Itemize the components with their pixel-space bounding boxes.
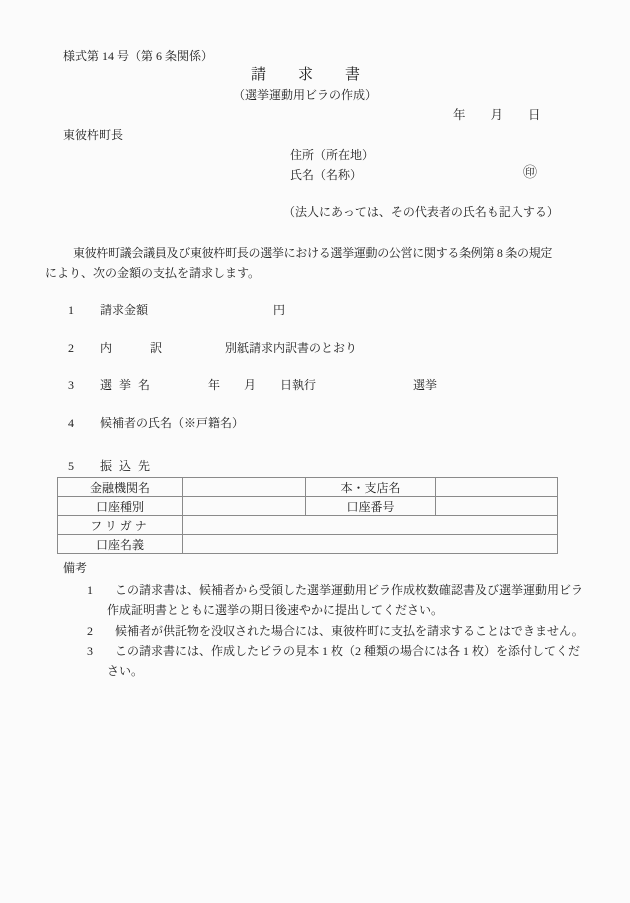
- item-transfer-label: 振込先: [100, 459, 158, 473]
- furigana-label: フリガナ: [58, 516, 183, 535]
- form-number: 様式第 14 号（第 6 条関係）: [63, 49, 214, 63]
- account-type-label: 口座種別: [58, 497, 183, 516]
- item-amount-unit: 円: [273, 303, 286, 317]
- item-breakdown-label: 内訳: [100, 341, 201, 355]
- bank-table: [57, 477, 558, 554]
- item-transfer-number: 5: [68, 459, 74, 473]
- body-paragraph-text: 東彼杵町議会議員及び東彼杵町長の選挙における選挙運動の公営に関する条例第 8 条の規定: [73, 246, 553, 260]
- addressee: 東彼杵町長: [63, 128, 124, 142]
- remark-3-number: 3: [87, 644, 93, 658]
- bank-table-row-3: [58, 516, 558, 535]
- body-paragraph-line-2: により、次の金額の支払を請求します。: [45, 266, 261, 280]
- page-title: 請求書: [251, 67, 393, 83]
- bank-institution-label: 金融機関名: [58, 478, 183, 497]
- item-candidate-number: 4: [68, 416, 74, 430]
- bank-table-row-2: [58, 497, 558, 516]
- remarks-heading: 備考: [63, 561, 88, 575]
- item-election-suffix: 選挙: [413, 378, 438, 392]
- remark-3-line-2: さい。: [107, 664, 144, 678]
- remark-1-line-2: 作成証明書とともに選挙の期日後速やかに提出してください。: [107, 603, 444, 617]
- remark-1-line-1: この請求書は、候補者から受領した選挙運動用ビラ作成枚数確認書及び選挙運動用ビラ: [115, 583, 584, 597]
- account-number-label: 口座番号: [306, 497, 436, 516]
- bank-table-row-1: [58, 478, 558, 497]
- account-type-value: [183, 497, 306, 516]
- item-election-label: 選挙名: [100, 378, 158, 392]
- name-label: 氏名（名称）: [290, 168, 363, 182]
- account-number-value: [436, 497, 558, 516]
- seal-icon: ㊞: [523, 166, 537, 181]
- item-breakdown-value: 別紙請求内訳書のとおり: [225, 341, 358, 355]
- bank-institution-value: [183, 478, 306, 497]
- item-election-date-blank: 年 月 日執行: [208, 378, 317, 392]
- item-election-number: 3: [68, 378, 74, 392]
- date-blank-line: 年 月 日: [453, 108, 541, 122]
- remark-1-number: 1: [87, 583, 93, 597]
- bank-table-row-4: [58, 535, 558, 554]
- remark-2-number: 2: [87, 624, 93, 638]
- address-label: 住所（所在地）: [290, 148, 375, 162]
- account-holder-label: 口座名義: [58, 535, 183, 554]
- item-amount-number: 1: [68, 303, 74, 317]
- account-holder-value: [183, 535, 558, 554]
- item-breakdown-number: 2: [68, 341, 74, 355]
- item-amount-label: 請求金額: [100, 303, 149, 317]
- bank-branch-label: 本・支店名: [306, 478, 436, 497]
- furigana-value: [183, 516, 558, 535]
- body-paragraph-line-1: [45, 245, 552, 261]
- bank-branch-value: [436, 478, 558, 497]
- remark-2-line-1: 候補者が供託物を没収された場合には、東彼杵町に支払を請求することはできません。: [115, 624, 584, 638]
- item-candidate-label: 候補者の氏名（※戸籍名）: [100, 416, 245, 430]
- corporate-note: （法人にあっては、その代表者の氏名も記入する）: [283, 205, 559, 219]
- remark-3-line-1: この請求書には、作成したビラの見本 1 枚（2 種類の場合には各 1 枚）を添付してくだ: [115, 644, 581, 658]
- page-subtitle: （選挙運動用ビラの作成）: [233, 88, 378, 102]
